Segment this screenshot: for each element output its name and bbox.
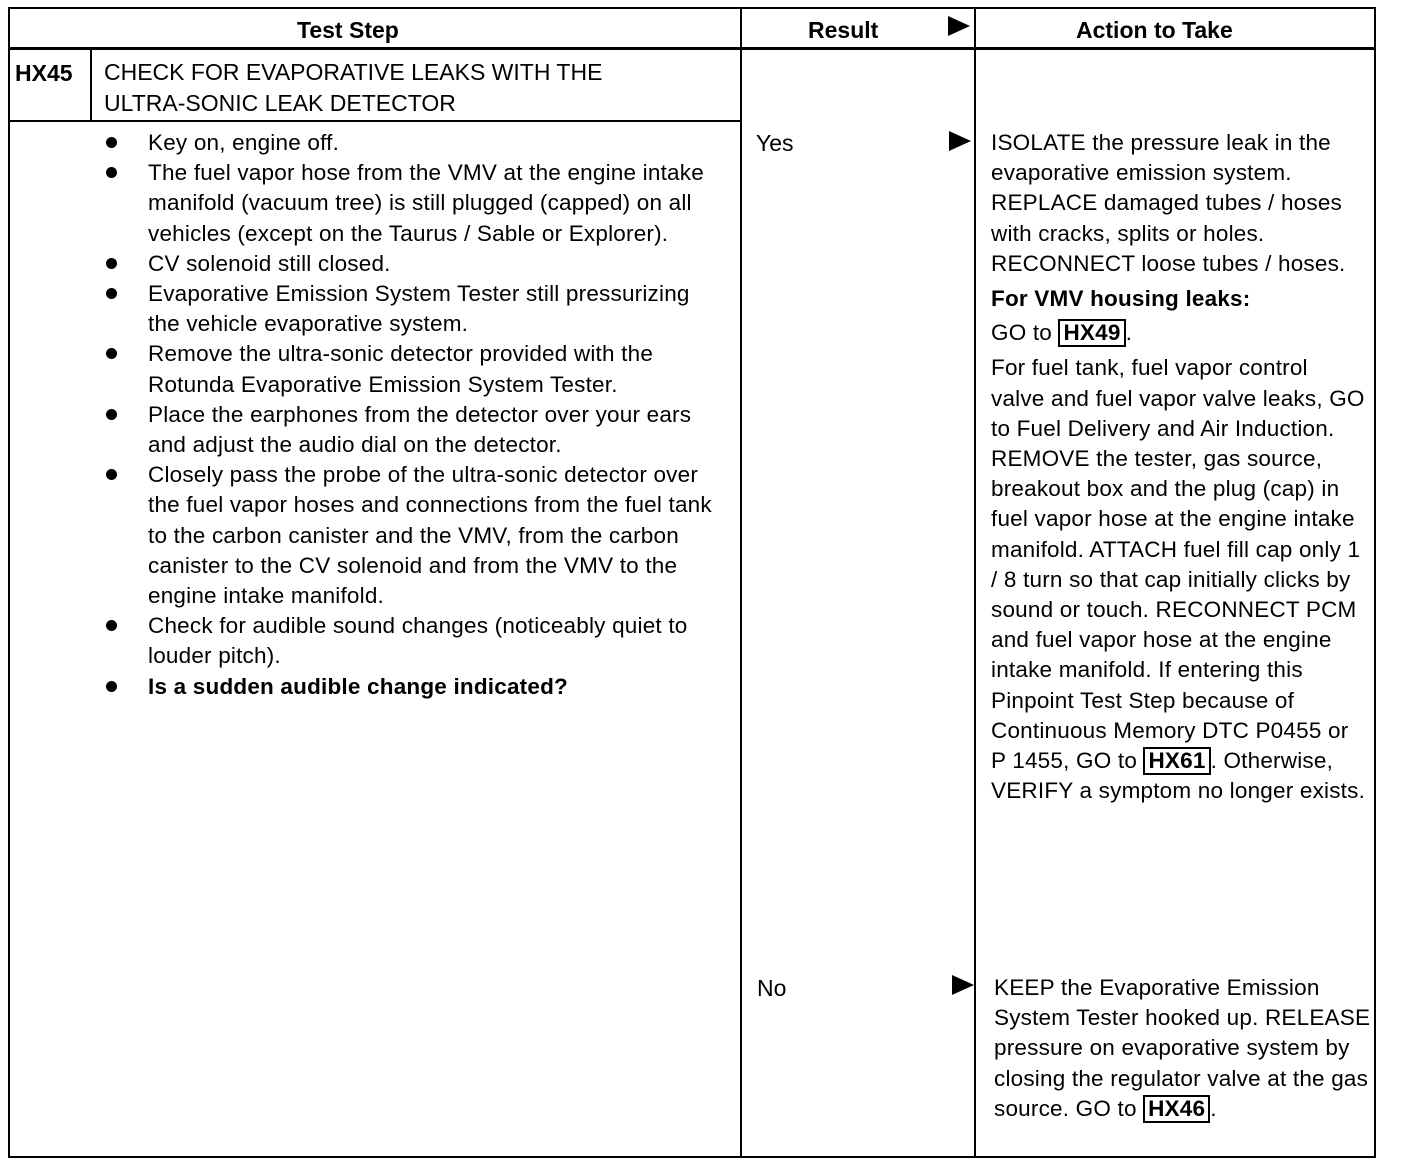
rule-title-bottom <box>8 120 742 122</box>
fuel-tank-leaks: For fuel tank, fuel vapor control valve and fuel vapor valve leaks, GO to Fuel Delivery and Air Induction. <box>991 355 1365 441</box>
bullet-icon <box>106 469 117 480</box>
ref-hx46-link[interactable]: HX46 <box>1143 1095 1210 1123</box>
list-item: Evaporative Emission System Tester still pressurizing the vehicle evaporative system. <box>106 279 720 339</box>
rule-left <box>8 7 10 1158</box>
bullet-icon <box>106 681 117 692</box>
bullet-icon <box>106 258 117 269</box>
question-item: Is a sudden audible change indicated? <box>106 672 720 702</box>
result-yes: Yes <box>756 130 794 156</box>
remove-tester: REMOVE the tester, gas source, breakout box and the plug (cap) in fuel vapor hose at the engine intake manifold. ATTACH fuel fill cap only 1 / 8 turn so that cap initially clicks by sound or touch. RECONNECT PCM and fuel vapor hose at the engine intake manifold. If entering this Pinpoint Test Step because of Continuous Memory DTC P0455 or P 1455, GO to HX61 . Otherwise, VERIFY a symptom no longer exists. <box>991 446 1366 804</box>
header-test-step: Test Step <box>297 17 399 43</box>
step-title-line-2: ULTRA-SONIC LEAK DETECTOR <box>104 89 456 116</box>
ref-hx49-link[interactable]: HX49 <box>1058 319 1125 347</box>
rule-right <box>1374 7 1376 1158</box>
rule-top <box>8 7 1376 9</box>
bullet-list <box>106 128 720 702</box>
list-item: Key on, engine off. <box>106 128 720 158</box>
step-title-line-1: CHECK FOR EVAPORATIVE LEAKS WITH THE <box>104 59 603 85</box>
vmv-leaks-heading: For VMV housing leaks: <box>991 286 1251 312</box>
result-yes-arrow-icon <box>949 131 971 151</box>
action-yes <box>991 128 1367 806</box>
bullet-icon <box>106 137 117 148</box>
rule-col-result <box>740 7 742 1158</box>
result-no-arrow-icon <box>952 975 974 995</box>
rule-step-id <box>90 49 92 121</box>
ref-hx61-link[interactable]: HX61 <box>1143 747 1210 775</box>
rule-bottom <box>8 1156 1376 1158</box>
result-no: No <box>757 975 787 1001</box>
vmv-goto: GO to HX49 . <box>991 320 1133 346</box>
list-item: Remove the ultra-sonic detector provided with the Rotunda Evaporative Emission System Tester. <box>106 339 720 399</box>
bullet-icon <box>106 288 117 299</box>
step-id: HX45 <box>15 60 73 86</box>
keep-tester: KEEP the Evaporative Emission System Tester hooked up. RELEASE pressure on evaporative system by closing the regulator valve at the gas source. GO to HX46 . <box>994 975 1371 1121</box>
list-item: Check for audible sound changes (noticeably quiet to louder pitch). <box>106 611 720 671</box>
list-item: CV solenoid still closed. <box>106 249 720 279</box>
action-no <box>994 973 1372 1124</box>
bullet-icon <box>106 620 117 631</box>
bullet-icon <box>106 348 117 359</box>
rule-col-action <box>974 7 976 1158</box>
list-item: Place the earphones from the detector over your ears and adjust the audio dial on the detector. <box>106 400 720 460</box>
header-arrow-icon <box>948 16 970 36</box>
header-result: Result <box>808 17 879 43</box>
bullet-icon <box>106 409 117 420</box>
action-yes-isolate: ISOLATE the pressure leak in the evaporative emission system. REPLACE damaged tubes / hoses with cracks, splits or holes. RECONNECT loose tubes / hoses. <box>991 130 1346 276</box>
list-item: The fuel vapor hose from the VMV at the engine intake manifold (vacuum tree) is still plugged (capped) on all vehicles (except on the Taurus / Sable or Explorer). <box>106 158 720 249</box>
step-title <box>104 57 734 118</box>
rule-header-bottom <box>8 47 1376 50</box>
header-action: Action to Take <box>1076 17 1233 43</box>
step-instructions <box>106 128 720 702</box>
list-item: Closely pass the probe of the ultra-sonic detector over the fuel vapor hoses and connections from the fuel tank to the carbon canister and the VMV, from the carbon canister to the CV solenoid and from the VMV to the engine intake manifold. <box>106 460 720 611</box>
bullet-icon <box>106 167 117 178</box>
